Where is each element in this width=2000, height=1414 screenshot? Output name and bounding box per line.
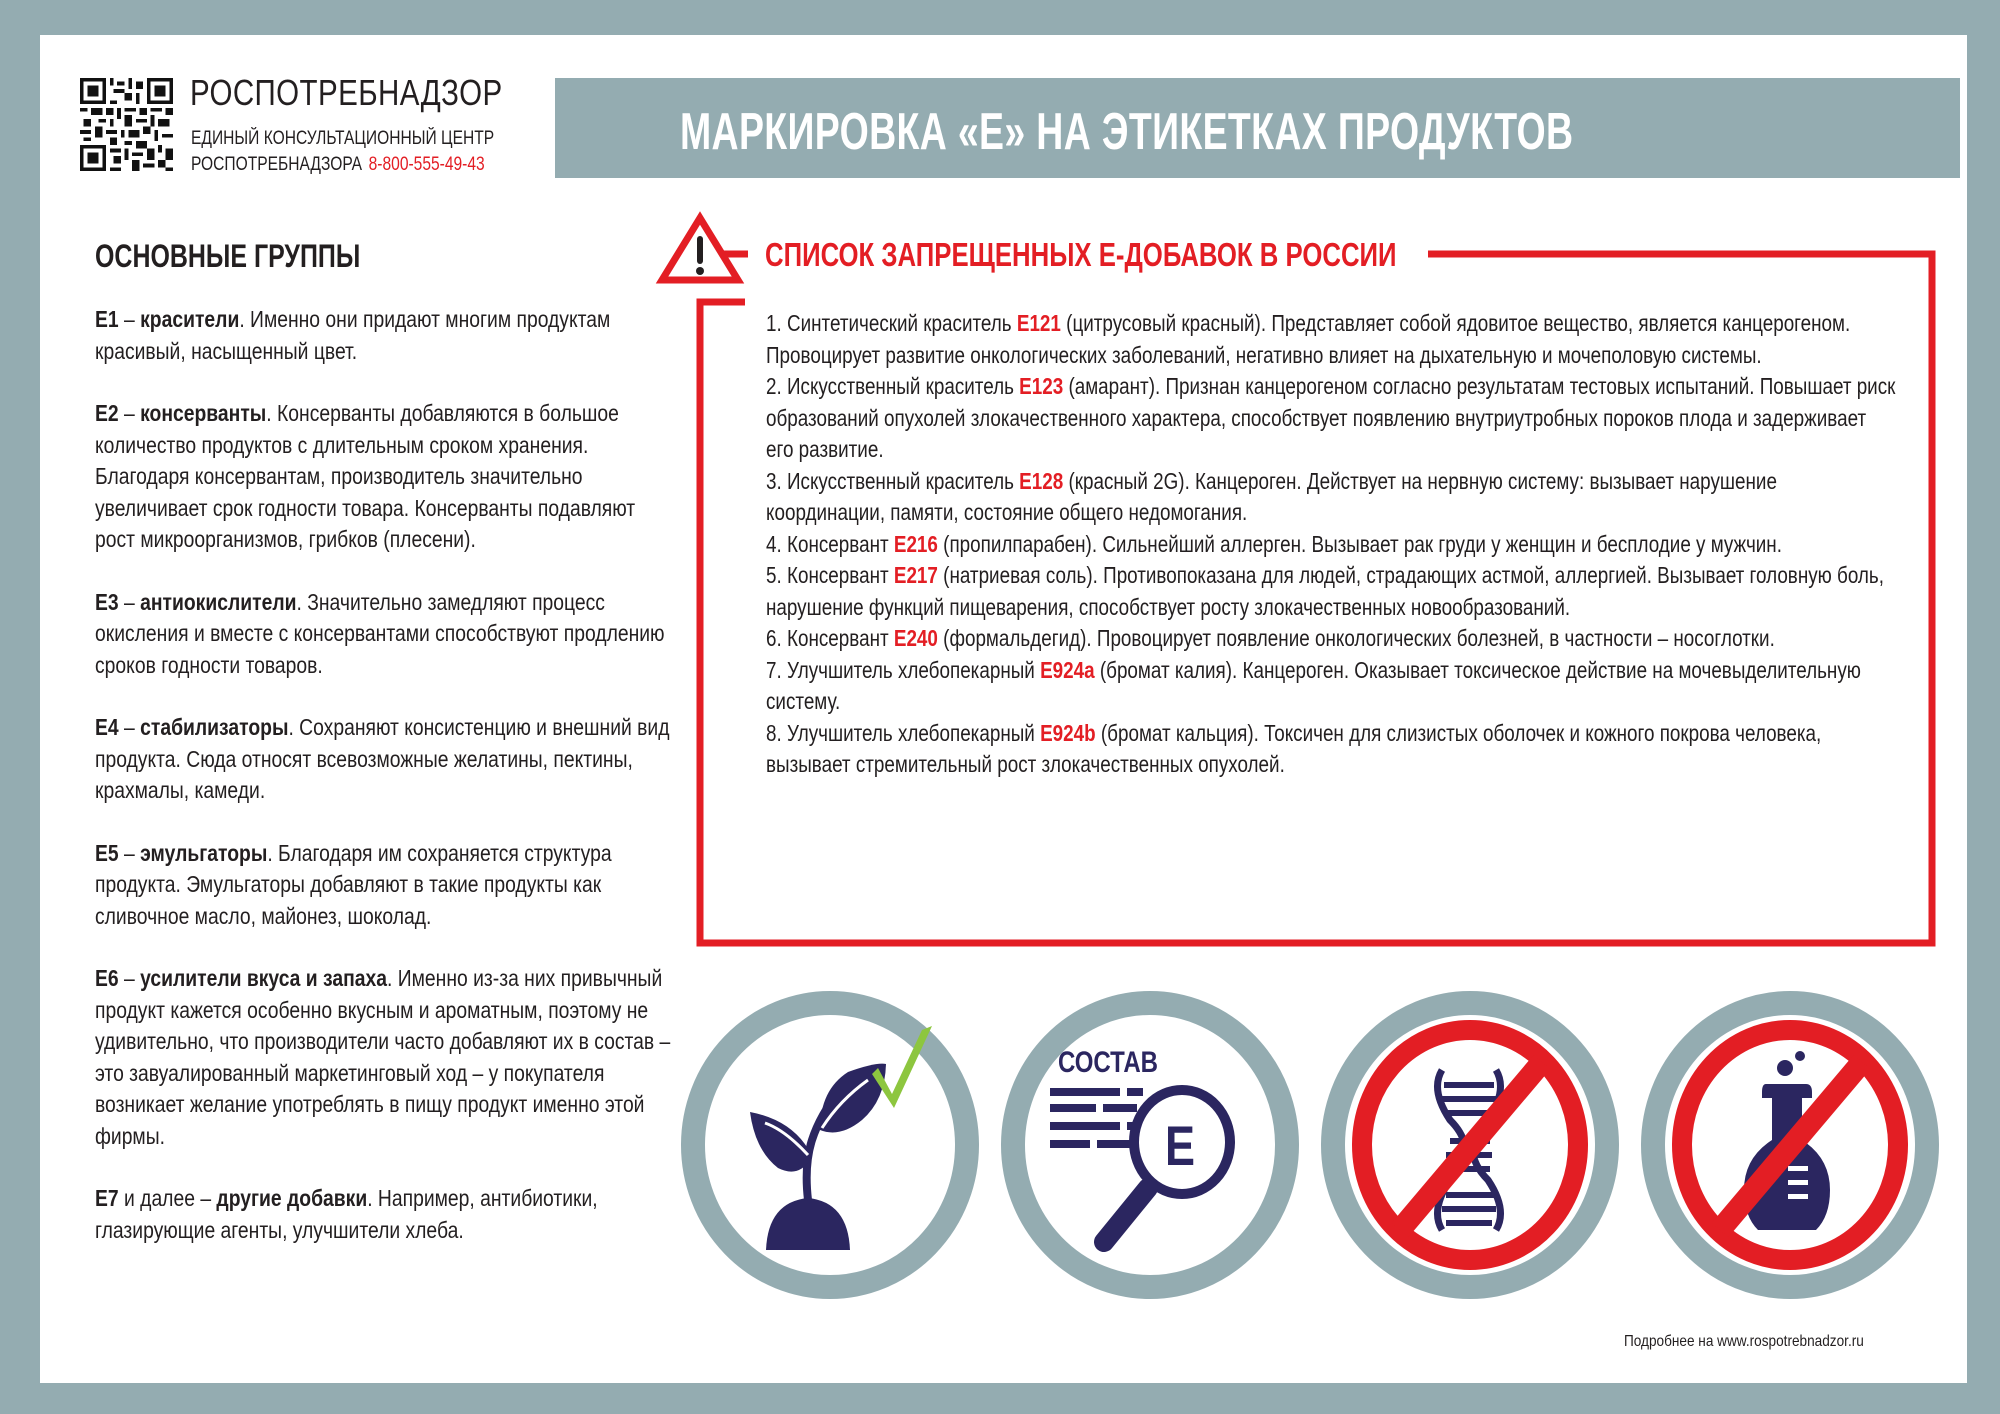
no-chemicals-flask-icon [1640,990,1940,1300]
banned-item: 6. Консервант Е240 (формальдегид). Провоцирует появление онкологических болезней, в частности – носоглотки. [766,625,1775,651]
banned-item: 5. Консервант Е217 (натриевая соль). Противопоказана для людей, страдающих астмой, аллергией. Вызывает головную боль, нарушение функций пищеварения, способствует росту злокачественных новообразований. [766,562,1885,620]
banned-item: 4. Консервант Е216 (пропилпарабен). Сильнейший аллерген. Вызывает рак груди у женщин и бесплодие у мужчин. [766,530,1782,557]
e-code: Е121 [1016,310,1061,336]
org-sub-line2: РОСПОТРЕБНАДЗОРА [191,154,363,175]
page-title: МАРКИРОВКА «Е» НА ЭТИКЕТКАХ ПРОДУКТОВ [680,103,1574,161]
banned-heading: СПИСОК ЗАПРЕЩЕННЫХ Е-ДОБАВОК В РОССИИ [765,236,1397,273]
e-code: Е123 [1019,373,1064,399]
e-code: Е240 [893,625,938,651]
group-item: Е7 и далее – другие добавки. Например, антибиотики, глазирующие агенты, улучшители хлеба. [95,1185,598,1243]
plant-sprout-check-icon [680,990,980,1300]
title-bar [555,78,1960,178]
svg-text:E: E [1165,1114,1195,1177]
hotline-phone[interactable]: 8-800-555-49-43 [368,154,485,175]
groups-heading: ОСНОВНЫЕ ГРУППЫ [95,238,361,274]
org-contact-block [191,126,494,178]
group-item: Е3 – антиокислители. Значительно замедляют процесс окисления и вместе с консервантами способствуют продлению сроков годности товаров. [95,588,665,678]
org-sub-line1: ЕДИНЫЙ КОНСУЛЬТАЦИОННЫЙ ЦЕНТР [191,128,495,149]
no-gmo-dna-icon [1320,990,1620,1300]
e-code: Е217 [893,562,938,588]
banned-item: 2. Искусственный краситель Е123 (амарант). Признан канцерогеном согласно результатам тестовых испытаний. Повышает риск образований опухолей злокачественного характера, способствует появлению внутриутробных пороков плода и задерживает его развитие. [766,373,1896,462]
ingredients-magnifier-e-icon [1000,990,1300,1300]
svg-text:СОСТАВ: СОСТАВ [1058,1046,1158,1079]
more-info-link[interactable]: Подробнее на www.rospotrebnadzor.ru [1624,1333,1864,1350]
qr-code-icon [80,78,173,171]
group-item: Е5 – эмульгаторы. Благодаря им сохраняется структура продукта. Эмульгаторы добавляют в такие продукты как сливочное масло, майонез, шоколад. [95,839,612,929]
e-code: Е924a [1040,656,1095,683]
e-code: Е216 [893,530,938,557]
group-item: Е4 – стабилизаторы. Сохраняют консистенцию и внешний вид продукта. Сюда относят всевозможные желатины, пектины, крахмалы, камеди. [95,714,670,803]
e-code: Е924b [1040,719,1096,746]
banned-list [766,308,1898,781]
e-code: Е128 [1019,467,1064,494]
banned-item: 3. Искусственный краситель Е128 (красный 2G). Канцероген. Действует на нервную систему: вызывает нарушение координации, памяти, состояние общего недомогания. [766,467,1777,525]
group-item: Е2 – консерванты. Консерванты добавляются в большое количество продуктов с длительным сроком хранения. Благодаря консервантам, производитель значительно увеличивает срок годности товара. Консерванты подавляют рост микроорганизмов, грибков (плесени). [95,400,636,552]
icon-row [680,990,1960,1310]
group-item: Е6 – усилители вкуса и запаха. Именно из-за них привычный продукт кажется особенно вкусным и ароматным, поэтому не удивительно, что производители часто добавляют их в состав – это завуалированный маркетинговый ход – у покупателя возникает желание употреблять в пищу продукт именно этой фирмы. [95,965,671,1149]
groups-section [95,238,675,1277]
banned-item: 7. Улучшитель хлебопекарный Е924a (бромат калия). Канцероген. Оказывает токсическое действие на мочевыделительную систему. [766,656,1861,714]
banned-item: 1. Синтетический краситель Е121 (цитрусовый красный). Представляет собой ядовитое вещество, является канцерогеном. Провоцирует развитие онкологических заболеваний, негативно влияет на дыхательную и мочеполовую системы. [766,310,1851,368]
org-name: РОСПОТРЕБНАДЗОР [190,72,503,113]
group-item: Е1 – красители. Именно они придают многим продуктам красивый, насыщенный цвет. [95,306,611,364]
banned-item: 8. Улучшитель хлебопекарный Е924b (бромат кальция). Токсичен для слизистых оболочек и кожного покрова человека, вызывает стремительный рост злокачественных опухолей. [766,719,1822,777]
